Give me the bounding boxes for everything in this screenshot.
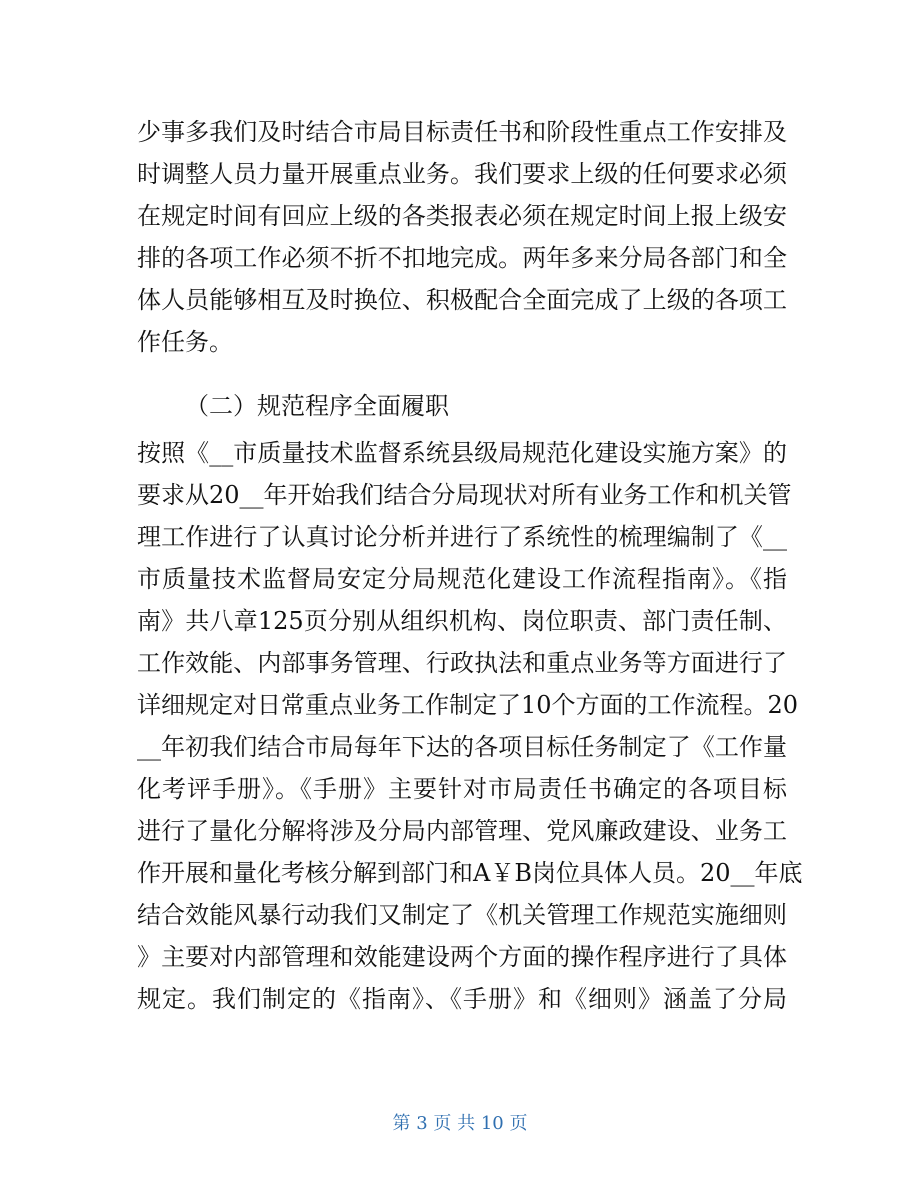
paragraph-line: 少事多我们及时结合市局目标责任书和阶段性重点工作安排及	[137, 118, 787, 146]
paragraph-line: 南》共八章125页分别从组织机构、岗位职责、部门责任制、	[137, 607, 787, 635]
paragraph-line: 体人员能够相互及时换位、积极配合全面完成了上级的各项工	[137, 286, 787, 314]
paragraph-line: 要求从20__年开始我们结合分局现状对所有业务工作和机关管	[137, 481, 792, 509]
paragraph-line: 详细规定对日常重点业务工作制定了10个方面的工作流程。20	[137, 691, 799, 719]
paragraph-line: 》主要对内部管理和效能建设两个方面的操作程序进行了具体	[137, 943, 787, 971]
paragraph-line: 排的各项工作必须不折不扣地完成。两年多来分局各部门和全	[137, 244, 787, 272]
paragraph-line: 理工作进行了认真讨论分析并进行了系统性的梳理编制了《__	[137, 523, 787, 551]
page-number-footer: 第 3 页 共 10 页	[392, 1113, 528, 1134]
paragraph-line: 规定。我们制定的《指南》、《手册》和《细则》涵盖了分局	[137, 985, 787, 1013]
paragraph-line: 市质量技术监督局安定分局规范化建设工作流程指南》。《指	[137, 565, 787, 593]
paragraph-line: 化考评手册》。《手册》主要针对市局责任书确定的各项目标	[137, 775, 787, 803]
paragraph-line: 时调整人员力量开展重点业务。我们要求上级的任何要求必须	[137, 160, 787, 188]
paragraph-line: __年初我们结合市局每年下达的各项目标任务制定了《工作量	[137, 733, 787, 761]
paragraph-line: 结合效能风暴行动我们又制定了《机关管理工作规范实施细则	[137, 901, 787, 929]
paragraph-line: 在规定时间有回应上级的各类报表必须在规定时间上报上级安	[137, 202, 787, 230]
paragraph-line: 进行了量化分解将涉及分局内部管理、党风廉政建设、业务工	[137, 817, 787, 845]
paragraph-line: 按照《__市质量技术监督系统县级局规范化建设实施方案》的	[137, 439, 787, 467]
paragraph-line: 作开展和量化考核分解到部门和A￥B岗位具体人员。20__年底	[137, 859, 803, 887]
paragraph-line: 工作效能、内部事务管理、行政执法和重点业务等方面进行了	[137, 649, 787, 677]
section-heading: （二）规范程序全面履职	[185, 392, 449, 420]
paragraph-line: 作任务。	[137, 328, 233, 356]
